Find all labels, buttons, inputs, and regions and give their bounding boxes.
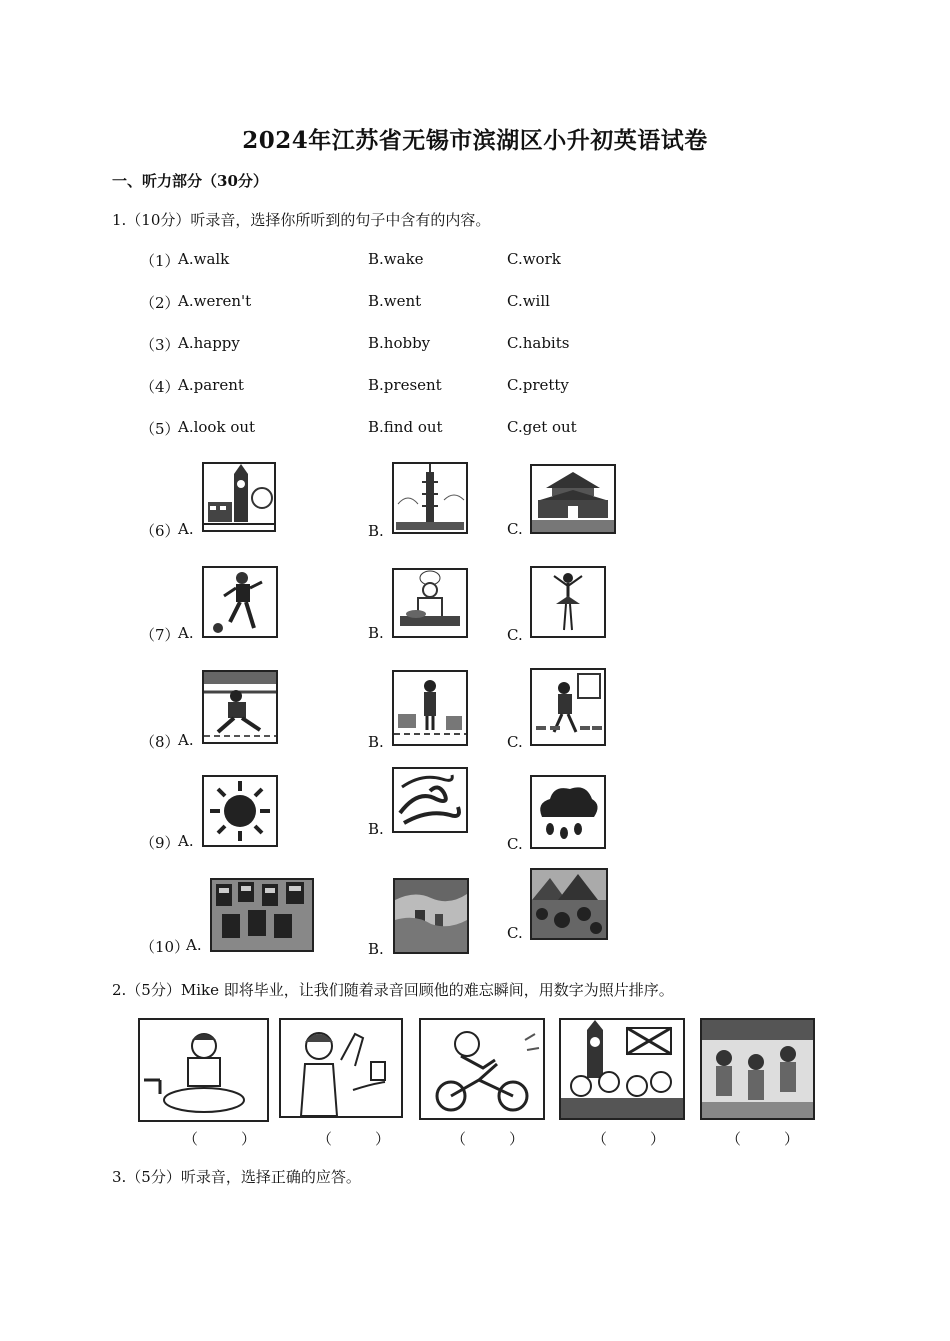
option-a-label: A. [186, 936, 202, 954]
option-c-label: C. [507, 835, 523, 853]
option-c[interactable]: C.habits [507, 334, 570, 352]
item-number: （8） [140, 733, 180, 751]
section-listening-heading: 一、听力部分（30分） [112, 172, 268, 190]
option-c[interactable]: C.work [507, 250, 561, 268]
option-a[interactable]: A.weren't [178, 292, 252, 310]
running-crossing-icon[interactable] [202, 670, 278, 744]
big-ben-icon[interactable] [202, 462, 276, 532]
answer-blank[interactable]: （ ） [451, 1130, 539, 1148]
page-title: 2024年江苏省无锡市滨湖区小升初英语试卷 [242, 127, 708, 154]
option-b-label: B. [368, 624, 384, 642]
crossing-road-icon[interactable] [530, 668, 606, 746]
option-b[interactable]: B.went [368, 292, 422, 310]
london-trip-icon [559, 1018, 685, 1120]
option-c[interactable]: C.pretty [507, 376, 569, 394]
taipei-tower-icon[interactable] [392, 462, 468, 534]
washing-clothes-icon [138, 1018, 269, 1122]
question-1-prompt: 1.（10分）听录音，选择你所听到的句子中含有的内容。 [112, 211, 491, 229]
option-b-label: B. [368, 820, 384, 838]
item-number: （10） [140, 938, 190, 956]
refusing-drink-icon [279, 1018, 403, 1118]
option-a-label: A. [178, 832, 194, 850]
waiting-crossing-icon[interactable] [392, 670, 468, 746]
option-b-label: B. [368, 522, 384, 540]
option-a[interactable]: A.look out [178, 418, 256, 436]
option-b-label: B. [368, 733, 384, 751]
option-b-label: B. [368, 940, 384, 958]
ballet-dancer-icon[interactable] [530, 566, 606, 638]
question-3-prompt: 3.（5分）听录音，选择正确的应答。 [112, 1168, 361, 1186]
option-c[interactable]: C.get out [507, 418, 577, 436]
street-market-icon [700, 1018, 815, 1120]
option-c-label: C. [507, 924, 523, 942]
option-a[interactable]: A.happy [178, 334, 240, 352]
item-number: （2） [140, 294, 180, 312]
rain-cloud-icon[interactable] [530, 775, 606, 849]
item-number: （1） [140, 252, 180, 270]
option-a-label: A. [178, 731, 194, 749]
option-a[interactable]: A.parent [178, 376, 244, 394]
riding-bike-icon [419, 1018, 545, 1120]
option-c-label: C. [507, 733, 523, 751]
question-2-prompt: 2.（5分）Mike 即将毕业，让我们随着录音回顾他的难忘瞬间，用数字为照片排序。 [112, 981, 674, 999]
item-number: （4） [140, 378, 180, 396]
option-a-label: A. [178, 624, 194, 642]
chef-icon[interactable] [392, 568, 468, 638]
option-a-label: A. [178, 520, 194, 538]
tiananmen-icon[interactable] [530, 464, 616, 534]
sun-icon[interactable] [202, 775, 278, 847]
answer-blank[interactable]: （ ） [726, 1130, 814, 1148]
option-c-label: C. [507, 626, 523, 644]
answer-blank[interactable]: （ ） [592, 1130, 680, 1148]
forest-landscape-icon[interactable] [530, 868, 608, 940]
option-c-label: C. [507, 520, 523, 538]
item-number: （5） [140, 420, 180, 438]
item-number: （9） [140, 834, 180, 852]
item-number: （3） [140, 336, 180, 354]
option-b[interactable]: B.present [368, 376, 442, 394]
wind-icon[interactable] [392, 767, 468, 833]
football-player-icon[interactable] [202, 566, 278, 638]
item-number: （6） [140, 522, 180, 540]
option-a[interactable]: A.walk [178, 250, 230, 268]
answer-blank[interactable]: （ ） [317, 1130, 405, 1148]
option-b[interactable]: B.hobby [368, 334, 431, 352]
option-b[interactable]: B.find out [368, 418, 443, 436]
option-c[interactable]: C.will [507, 292, 550, 310]
option-b[interactable]: B.wake [368, 250, 424, 268]
traffic-jam-icon[interactable] [210, 878, 314, 952]
item-number: （7） [140, 626, 180, 644]
answer-blank[interactable]: （ ） [183, 1130, 271, 1148]
waterfall-icon[interactable] [393, 878, 469, 954]
